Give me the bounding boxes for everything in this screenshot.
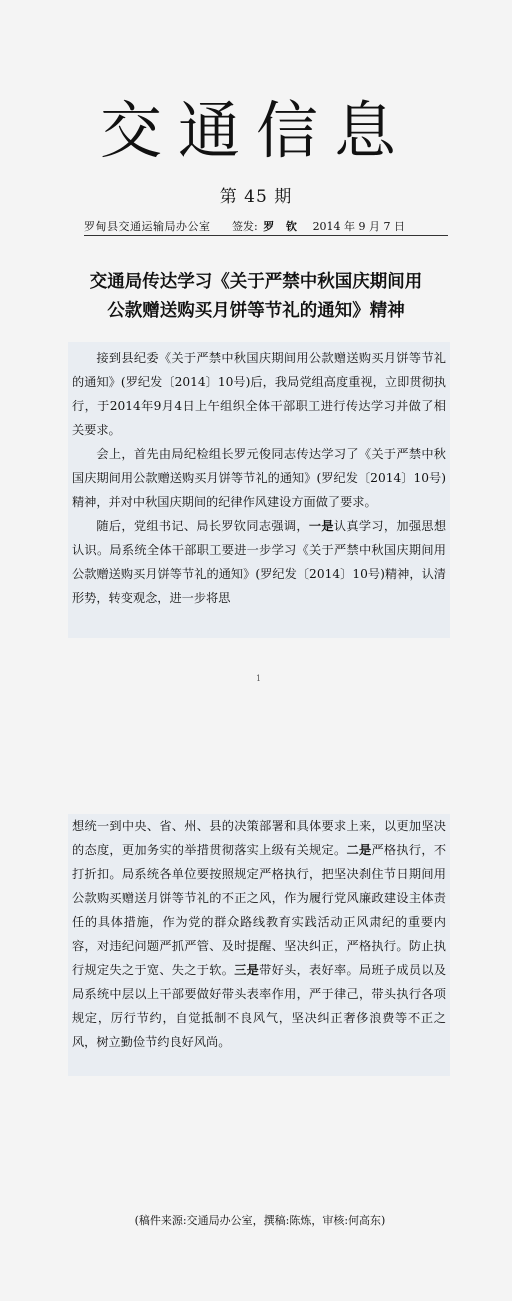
masthead-title: 交通信息	[99, 94, 412, 167]
signer-name: 罗 钦	[263, 220, 302, 233]
headline-line-2: 公款赠送购买月饼等节礼的通知》精神	[107, 301, 405, 321]
paragraph-3-text-a: 随后，党组书记、局长罗钦同志强调，	[96, 519, 309, 533]
issuing-office: 罗甸县交通运输局办公室	[84, 220, 211, 233]
point-one-label: 一是	[308, 519, 334, 533]
continued-text-c: 带好头，表好率。局班子成员以及局系统中层以上干部要做好带头表率作用，严于律己，带头执行各项规定，厉行节约，自觉抵制不良风气，坚决纠正奢侈浪费等不正之风，树立勤俭节约良好风尚。	[72, 963, 447, 1049]
issue-date: 2014 年 9 月 7 日	[312, 220, 406, 233]
article-body-part-1	[68, 342, 450, 638]
header-line	[84, 218, 448, 236]
article-headline	[60, 268, 452, 326]
paragraph-3	[72, 514, 446, 610]
source-credit: (稿件来源:交通局办公室，撰稿:陈炼，审核:何高东)	[134, 1214, 386, 1227]
paragraph-1: 接到县纪委《关于严禁中秋国庆期间用公款赠送购买月饼等节礼的通知》(罗纪发〔2014〕10号)后，我局党组高度重视，立即贯彻执行，于2014年9月4日上午组织全体干部职工进行传达学习并做了相关要求。	[72, 351, 446, 437]
paragraph-3-text-b: 认真学习，加强思想认识。局系统全体干部职工要进一步学习《关于严禁中秋国庆期间用公款赠送购买月饼等节礼的通知》(罗纪发〔2014〕10号)精神，认清形势，转变观念，进一步将思	[72, 519, 447, 605]
sign-label: 签发:	[232, 220, 258, 233]
article-body-part-2	[68, 814, 450, 1076]
headline-line-1: 交通局传达学习《关于严禁中秋国庆期间用	[89, 272, 423, 292]
point-two-label: 二是	[346, 843, 372, 857]
page-number: 1	[256, 674, 262, 683]
continued-text-b: 严格执行，不打折扣。局系统各单位要按照规定严格执行，把坚决刹住节日期间用公款购买赠送月饼等节礼的不正之风，作为履行党风廉政建设主体责任的具体措施，作为党的群众路线教育实践活动正风肃纪的重要内容，对违纪问题严抓严管、及时提醒、坚决纠正，严格执行。防止执行规定失之于宽、失之于软。	[72, 843, 447, 977]
continued-text-a: 想统一到中央、省、州、县的决策部署和具体要求上来，以更加坚决的态度，更加务实的举措贯彻落实上级有关规定。	[72, 819, 446, 857]
paragraph-2: 会上，首先由局纪检组长罗元俊同志传达学习了《关于严禁中秋国庆期间用公款赠送购买月饼等节礼的通知》(罗纪发〔2014〕10号)精神，并对中秋国庆期间的纪律作风建设方面做了要求。	[72, 447, 446, 509]
issue-number: 第 45 期	[219, 187, 293, 207]
paragraph-3-continued	[72, 814, 446, 1054]
point-three-label: 三是	[234, 963, 260, 977]
